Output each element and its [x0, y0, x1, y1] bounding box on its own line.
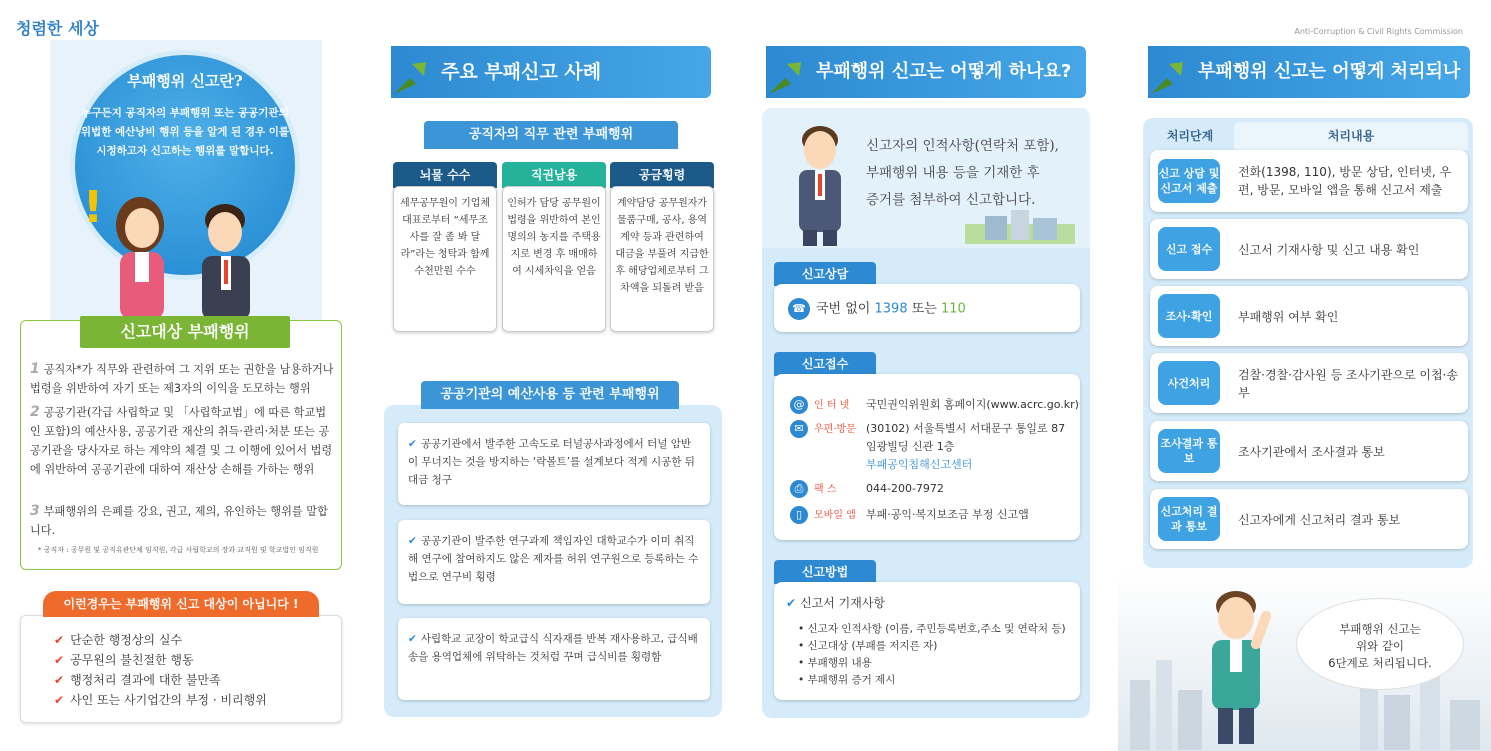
- budget-case: ✔ 사립학교 교장이 학교급식 식자재를 반복 재사용하고, 급식배송을 용역업체에 위탁하는 것처럼 꾸며 급식비를 횡령함: [398, 618, 710, 700]
- sub-title-officials: 공직자의 직무 관련 부패행위: [424, 121, 678, 149]
- consult-line: ☎ 국번 없이 1398 또는 110: [788, 298, 966, 320]
- budget-case: ✔ 공공기관에서 발주한 고속도로 터널공사과정에서 터널 암반이 무너지는 것을 방지하는 ‘락볼트’를 설계보다 적게 시공한 뒤 대금 청구: [398, 423, 710, 505]
- check-icon: ✔: [408, 535, 417, 547]
- receipt-mail: ✉ 우편·방문 (30102) 서울특별시 서대문구 통일로 87: [790, 420, 1065, 439]
- arrow-icon: [1149, 60, 1185, 96]
- not-target-title: 이런경우는 부패행위 신고 대상이 아닙니다 !: [43, 591, 319, 617]
- at-icon: @: [790, 396, 808, 414]
- receipt-mail-line3: 부패공익침해신고센터: [866, 458, 973, 471]
- method-item: • 부패행위 내용: [798, 657, 872, 669]
- not-target-item: ✔ 행정처리 결과에 대한 불만족: [54, 673, 221, 687]
- target-item: 2 공공기관(각급 사립학교 및 「사립학교법」에 따른 학교법인 포함)의 예산사용, 공공기관 재산의 취득·관리·처분 또는 공공기관을 당사자로 하는 계약의 체결 및 그 이행에 있어서 법령에 위반하여 공공기관에 대하여 재산상 손해를 가하는 행위: [30, 404, 333, 476]
- step-label: 조사·확인: [1158, 294, 1220, 338]
- section-banner-cases: 주요 부패신고 사례: [391, 46, 711, 98]
- receipt-tag: 신고접수: [774, 352, 876, 376]
- receipt-mail-line2: 임광빌딩 신관 1층: [866, 440, 955, 453]
- speech-bubble: 부패행위 신고는 위와 같이 6단계로 처리됩니다.: [1296, 598, 1464, 690]
- check-icon: ✔: [54, 693, 65, 707]
- step-text: 신고서 기재사항 및 신고 내용 확인: [1238, 243, 1420, 257]
- section-banner-how-to-report: 부패행위 신고는 어떻게 하나요?: [766, 46, 1086, 98]
- check-icon: ✔: [786, 596, 797, 610]
- step-label: 신고 접수: [1158, 227, 1220, 271]
- method-item: • 부패행위 증거 제시: [798, 674, 896, 686]
- method-item: • 신고대상 (부패를 저지른 자): [798, 640, 938, 652]
- not-target-item: ✔ 사인 또는 사기업간의 부정 · 비리행위: [54, 693, 267, 707]
- not-target-item: ✔ 공무원의 불친절한 행동: [54, 653, 194, 667]
- receipt-internet: @ 인 터 넷 국민권익위원회 홈페이지(www.acrc.go.kr): [790, 396, 1079, 415]
- check-icon: ✔: [54, 633, 65, 647]
- header-content: 처리내용: [1234, 122, 1468, 150]
- header-stage: 처리단계: [1150, 122, 1230, 150]
- arrow-icon: [392, 60, 428, 96]
- definition-title: 부패행위 신고란?: [127, 72, 243, 90]
- phone-icon: ☎: [788, 298, 810, 320]
- people-illustration: [90, 180, 280, 320]
- check-icon: ✔: [408, 633, 417, 645]
- case-card-embezzlement: 계약담당 공무원자가 물품구매, 공사, 용역계약 등과 관련하여 대금을 부풀려 지급한 후 해당업체로부터 그 차액을 되돌려 받음: [610, 186, 714, 332]
- step-label: 조사결과 통보: [1158, 429, 1220, 473]
- step-text: 전화(1398, 110), 방문 상담, 인터넷, 우편, 방문, 모바일 앱을 통해 신고서 제출: [1238, 165, 1452, 197]
- tab-embezzlement: 공금횡령: [610, 162, 714, 188]
- step-text: 조사기관에서 조사결과 통보: [1238, 445, 1385, 459]
- step-label: 사건처리: [1158, 361, 1220, 405]
- exclamation-icon: !: [83, 182, 104, 233]
- footnote: * 공직자 : 공무원 및 공직유관단체 임직원, 각급 사립학교의 장과 교직원 및 학교법인 임직원: [38, 546, 319, 554]
- publisher-name: Anti-Corruption & Civil Rights Commission: [1294, 27, 1463, 36]
- step-text: 신고자에게 신고처리 결과 통보: [1238, 513, 1401, 527]
- arrow-icon: [767, 60, 803, 96]
- target-item: 3 부패행위의 은폐를 강요, 권고, 제의, 유인하는 행위를 말합니다.: [30, 503, 328, 537]
- case-card-bribery: 세무공무원이 기업체 대표로부터 “세무조사를 잘 좀 봐 달라”라는 청탁과 함께 수천만원 수수: [393, 186, 497, 332]
- mobile-icon: ▯: [790, 506, 808, 524]
- fax-icon: ⎙: [790, 480, 808, 498]
- receipt-mobile-app: ▯ 모바일 앱 부패·공익·복지보조금 부정 신고앱: [790, 506, 1029, 525]
- method-tag: 신고방법: [774, 560, 876, 584]
- check-icon: ✔: [54, 653, 65, 667]
- budget-case: ✔ 공공기관이 발주한 연구과제 책임자인 대학교수가 이미 취직해 연구에 참여하지도 않은 제자를 허위 연구원으로 등록하는 수법으로 연구비 횡령: [398, 520, 710, 604]
- step-label: 신고 상담 및 신고서 제출: [1158, 159, 1220, 203]
- section-banner-process: 부패행위 신고는 어떻게 처리되나: [1148, 46, 1470, 98]
- step-text: 부패행위 여부 확인: [1238, 310, 1339, 324]
- target-item: 1 공직자*가 직무와 관련하여 그 지위 또는 권한을 남용하거나 법령을 위반하여 자기 또는 제3자의 이익을 도모하는 행위: [30, 361, 334, 395]
- step-text: 검찰·경찰·감사원 등 조사기관으로 이첩·송부: [1238, 368, 1458, 400]
- method-item: • 신고자 인적사항 (이름, 주민등록번호,주소 및 연락처 등): [798, 623, 1066, 635]
- logo: 청렴한 세상: [16, 19, 99, 38]
- mail-icon: ✉: [790, 420, 808, 438]
- receipt-fax: ⎙ 팩 스 044-200-7972: [790, 480, 944, 499]
- consult-tag: 신고상담: [774, 262, 876, 286]
- check-icon: ✔: [54, 673, 65, 687]
- not-target-item: ✔ 단순한 행정상의 실수: [54, 633, 183, 647]
- step-label: 신고처리 결과 통보: [1158, 497, 1220, 541]
- sub-title-budget: 공공기관의 예산사용 등 관련 부패행위: [421, 381, 679, 409]
- how-to-intro-text: 신고자의 인적사항(연락처 포함), 부패행위 내용 등을 기재한 후 증거를 첨부하여 신고합니다.: [866, 138, 1059, 208]
- case-card-abuse: 인허가 담당 공무원이 법령을 위반하여 본인 명의의 농지를 주택용지로 변경 후 매매하여 시세차익을 얻음: [502, 186, 606, 332]
- tab-abuse: 직권남용: [502, 162, 606, 188]
- definition-text: 누구든지 공직자의 부패행위 또는 공공기관의 위법한 예산낭비 행위 등을 알게 된 경우 이를 시정하고자 신고하는 행위를 말합니다.: [80, 107, 290, 157]
- method-title: ✔ 신고서 기재사항: [786, 596, 886, 610]
- check-icon: ✔: [408, 438, 417, 450]
- buildings-illustration: [965, 206, 1075, 244]
- tab-bribery: 뇌물 수수: [393, 162, 497, 188]
- guide-man-illustration: [1196, 582, 1286, 747]
- targets-title: 신고대상 부패행위: [80, 316, 290, 348]
- man-illustration: [785, 118, 855, 248]
